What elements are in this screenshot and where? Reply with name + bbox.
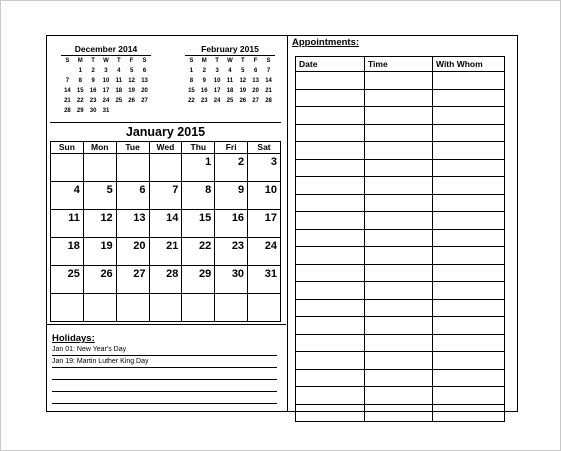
day-cell — [138, 106, 151, 116]
appointment-cell[interactable] — [296, 159, 365, 177]
day-cell: 18 — [115, 88, 123, 94]
appointment-row — [296, 387, 505, 405]
holiday-entry — [52, 380, 277, 392]
calendar-panel — [47, 36, 288, 411]
appointment-cell[interactable] — [296, 212, 365, 230]
day-cell: 10 — [213, 78, 221, 84]
day-cell: 26 — [239, 98, 247, 104]
weekday-row — [185, 56, 275, 66]
day-cell: 16 — [89, 88, 97, 94]
mini-calendar-grid — [185, 56, 275, 106]
appointment-cell[interactable] — [296, 369, 365, 387]
day-cell: 23 — [200, 98, 208, 104]
holiday-list — [47, 344, 286, 404]
appointment-row — [296, 142, 505, 160]
day-cell: 3 — [248, 154, 281, 182]
appointment-cell[interactable] — [296, 404, 365, 422]
day-cell: 14 — [265, 78, 272, 84]
day-cell: 17 — [248, 210, 281, 238]
day-cell: 4 — [228, 68, 232, 74]
appointment-row — [296, 229, 505, 247]
day-cell: 28 — [64, 108, 71, 114]
day-cell: 6 — [253, 68, 258, 74]
day-cell: 8 — [182, 182, 215, 210]
appointment-cell[interactable] — [365, 194, 433, 212]
day-cell: 24 — [102, 98, 110, 104]
weekday-label: F — [253, 58, 258, 64]
week-row — [185, 86, 275, 96]
appointment-cell[interactable] — [365, 72, 433, 90]
week-row — [61, 76, 151, 86]
day-cell: 18 — [51, 238, 84, 266]
day-cell — [248, 294, 281, 322]
day-cell: 7 — [149, 182, 182, 210]
appointment-cell[interactable] — [296, 334, 365, 352]
calendar-frame — [46, 35, 518, 412]
appointment-row — [296, 212, 505, 230]
week-row — [51, 266, 281, 294]
day-cell — [112, 106, 125, 116]
day-cell: 9 — [91, 78, 95, 84]
day-cell: 31 — [102, 108, 110, 114]
day-cell — [61, 66, 74, 76]
day-cell — [83, 154, 116, 182]
weekday-label: T — [91, 58, 95, 64]
day-cell: 11 — [51, 210, 84, 238]
appointment-cell[interactable] — [433, 107, 505, 125]
appointment-cell[interactable] — [365, 89, 433, 107]
appointment-cell[interactable] — [365, 334, 433, 352]
day-cell: 27 — [116, 266, 149, 294]
appointment-cell[interactable] — [365, 124, 433, 142]
day-cell: 1 — [78, 68, 82, 74]
appointment-cell[interactable] — [433, 404, 505, 422]
weekday-label: S — [189, 58, 194, 64]
day-cell: 4 — [117, 68, 121, 74]
column-header: With Whom — [433, 57, 505, 72]
holiday-entry — [52, 392, 277, 404]
day-cell: 29 — [76, 108, 84, 114]
day-cell — [51, 154, 84, 182]
day-cell: 8 — [189, 78, 194, 84]
week-row — [185, 66, 275, 76]
appointment-row — [296, 159, 505, 177]
appointment-cell[interactable] — [296, 387, 365, 405]
appointment-cell[interactable] — [365, 264, 433, 282]
weekday-header: Fri — [215, 142, 248, 154]
day-cell: 1 — [189, 68, 194, 74]
weekday-label: T — [240, 58, 245, 64]
appointment-row — [296, 72, 505, 90]
appointment-cell[interactable] — [296, 229, 365, 247]
week-row — [51, 182, 281, 210]
week-row — [51, 154, 281, 182]
day-cell — [116, 154, 149, 182]
appointment-cell[interactable] — [365, 387, 433, 405]
appointment-cell[interactable] — [433, 159, 505, 177]
weekday-header: Wed — [149, 142, 182, 154]
appointment-cell[interactable] — [433, 352, 505, 370]
day-cell: 26 — [128, 98, 135, 104]
mini-calendar-grid — [61, 56, 151, 116]
main-calendar-title: January 2015 — [50, 122, 281, 141]
weekday-label: T — [116, 58, 121, 64]
day-cell: 8 — [78, 78, 82, 84]
appointment-cell[interactable] — [296, 194, 365, 212]
holidays-heading: Holidays: — [52, 333, 95, 344]
appointment-row — [296, 247, 505, 265]
week-row — [51, 238, 281, 266]
appointment-cell[interactable] — [433, 177, 505, 195]
weekday-header-row — [51, 142, 281, 154]
day-cell: 15 — [76, 88, 84, 94]
day-cell: 1 — [182, 154, 215, 182]
appointment-cell[interactable] — [433, 369, 505, 387]
day-cell: 17 — [102, 88, 110, 94]
appointment-cell[interactable] — [296, 317, 365, 335]
day-cell: 14 — [149, 210, 182, 238]
holiday-entry: Jan 01: New Year's Day — [52, 344, 277, 356]
day-cell: 13 — [252, 78, 259, 84]
day-cell: 9 — [215, 182, 248, 210]
appointment-row — [296, 369, 505, 387]
week-row — [61, 106, 151, 116]
weekday-label: W — [227, 58, 233, 64]
appointment-cell[interactable] — [365, 352, 433, 370]
appointment-cell[interactable] — [296, 89, 365, 107]
day-cell: 5 — [83, 182, 116, 210]
weekday-header: Mon — [83, 142, 116, 154]
day-cell: 7 — [266, 68, 271, 74]
appointment-cell[interactable] — [365, 212, 433, 230]
appointment-cell[interactable] — [296, 72, 365, 90]
mini-calendar-previous — [61, 44, 151, 116]
day-cell: 28 — [265, 98, 272, 104]
day-cell: 10 — [102, 78, 110, 84]
appointment-row — [296, 177, 505, 195]
day-cell: 10 — [248, 182, 281, 210]
day-cell: 21 — [149, 238, 182, 266]
day-cell: 26 — [83, 266, 116, 294]
day-cell: 21 — [265, 88, 272, 94]
day-cell — [182, 294, 215, 322]
day-cell: 12 — [239, 78, 247, 84]
appointment-cell[interactable] — [433, 317, 505, 335]
day-cell — [149, 154, 182, 182]
column-header: Time — [365, 57, 433, 72]
day-cell: 15 — [182, 210, 215, 238]
day-cell: 25 — [51, 266, 84, 294]
weekday-header: Sun — [51, 142, 84, 154]
day-cell: 30 — [215, 266, 248, 294]
weekday-label: S — [65, 58, 70, 64]
appointments-table — [295, 56, 505, 422]
day-cell: 16 — [200, 88, 208, 94]
day-cell: 3 — [104, 68, 108, 74]
day-cell: 22 — [182, 238, 215, 266]
appointment-cell[interactable] — [433, 72, 505, 90]
day-cell: 2 — [91, 68, 95, 74]
appointment-cell[interactable] — [365, 282, 433, 300]
week-row — [185, 96, 275, 106]
day-cell: 19 — [128, 88, 135, 94]
appointments-heading: Appointments: — [292, 37, 360, 48]
appointment-row — [296, 299, 505, 317]
appointment-cell[interactable] — [296, 282, 365, 300]
day-cell: 5 — [241, 68, 245, 74]
appointment-row — [296, 404, 505, 422]
day-cell: 3 — [215, 68, 219, 74]
appointment-cell[interactable] — [433, 264, 505, 282]
day-cell: 22 — [188, 98, 195, 104]
weekday-label: M — [77, 58, 83, 64]
day-cell: 27 — [141, 98, 148, 104]
day-cell — [215, 294, 248, 322]
appointment-cell[interactable] — [365, 299, 433, 317]
weekday-header: Sat — [248, 142, 281, 154]
weekday-row — [61, 56, 151, 66]
column-header: Date — [296, 57, 365, 72]
appointment-cell[interactable] — [433, 212, 505, 230]
appointment-cell[interactable] — [433, 142, 505, 160]
appointment-cell[interactable] — [365, 159, 433, 177]
appointment-cell[interactable] — [296, 352, 365, 370]
weekday-label: W — [103, 58, 109, 64]
week-row — [61, 66, 151, 76]
appointment-cell[interactable] — [296, 124, 365, 142]
appointment-row — [296, 264, 505, 282]
day-cell: 21 — [64, 98, 71, 104]
day-cell: 12 — [83, 210, 116, 238]
week-row — [51, 294, 281, 322]
appointment-cell[interactable] — [296, 177, 365, 195]
day-cell: 23 — [89, 98, 97, 104]
appointment-cell[interactable] — [296, 264, 365, 282]
day-cell: 11 — [226, 78, 234, 84]
appointment-cell[interactable] — [365, 229, 433, 247]
day-cell: 24 — [213, 98, 221, 104]
day-cell: 9 — [202, 78, 206, 84]
holiday-entry — [52, 368, 277, 380]
day-cell: 22 — [76, 98, 84, 104]
day-cell: 2 — [215, 154, 248, 182]
day-cell: 27 — [252, 98, 259, 104]
day-cell: 20 — [141, 88, 148, 94]
weekday-label: S — [142, 58, 147, 64]
main-calendar-grid — [50, 141, 281, 322]
day-cell: 7 — [65, 78, 70, 84]
appointment-cell[interactable] — [433, 334, 505, 352]
appointment-cell[interactable] — [433, 247, 505, 265]
day-cell: 19 — [83, 238, 116, 266]
day-cell: 23 — [215, 238, 248, 266]
weekday-header: Tue — [116, 142, 149, 154]
main-calendar — [50, 122, 281, 322]
day-cell: 31 — [248, 266, 281, 294]
day-cell: 25 — [115, 98, 123, 104]
mini-calendar-title: February 2015 — [201, 44, 259, 54]
week-row — [61, 96, 151, 106]
appointment-cell[interactable] — [365, 404, 433, 422]
holiday-entry: Jan 19: Martin Luther King Day — [52, 356, 277, 368]
day-cell: 17 — [213, 88, 221, 94]
appointment-cell[interactable] — [433, 194, 505, 212]
weekday-label: T — [215, 58, 219, 64]
day-cell: 5 — [129, 68, 134, 74]
day-cell — [51, 294, 84, 322]
appointment-cell[interactable] — [433, 387, 505, 405]
week-row — [61, 86, 151, 96]
day-cell: 15 — [188, 88, 195, 94]
appointment-cell[interactable] — [365, 369, 433, 387]
appointment-cell[interactable] — [296, 247, 365, 265]
mini-calendar-title: December 2014 — [74, 44, 138, 54]
appointment-cell[interactable] — [296, 299, 365, 317]
week-row — [185, 76, 275, 86]
appointments-panel — [288, 36, 517, 411]
holidays-section — [47, 324, 286, 404]
appointment-row — [296, 107, 505, 125]
appointment-cell[interactable] — [433, 89, 505, 107]
appointment-row — [296, 282, 505, 300]
day-cell: 14 — [64, 88, 71, 94]
day-cell: 6 — [116, 182, 149, 210]
day-cell: 12 — [128, 78, 135, 84]
appointment-row — [296, 317, 505, 335]
day-cell: 24 — [248, 238, 281, 266]
appointment-cell[interactable] — [365, 142, 433, 160]
appointment-cell[interactable] — [296, 142, 365, 160]
day-cell — [116, 294, 149, 322]
appointment-row — [296, 89, 505, 107]
weekday-label: M — [201, 58, 207, 64]
day-cell: 13 — [116, 210, 149, 238]
appointment-cell[interactable] — [433, 299, 505, 317]
day-cell: 30 — [89, 108, 97, 114]
week-row — [51, 210, 281, 238]
day-cell: 25 — [226, 98, 234, 104]
day-cell: 6 — [142, 68, 147, 74]
appointment-row — [296, 124, 505, 142]
day-cell: 16 — [215, 210, 248, 238]
day-cell: 2 — [202, 68, 206, 74]
appointment-cell[interactable] — [365, 177, 433, 195]
appointment-cell[interactable] — [433, 124, 505, 142]
appointment-cell[interactable] — [296, 107, 365, 125]
appointments-header-row — [296, 57, 505, 72]
day-cell — [125, 106, 138, 116]
day-cell — [83, 294, 116, 322]
weekday-label: S — [266, 58, 271, 64]
day-cell: 4 — [51, 182, 84, 210]
day-cell: 20 — [252, 88, 259, 94]
day-cell: 20 — [116, 238, 149, 266]
mini-calendar-next — [185, 44, 275, 106]
day-cell: 18 — [226, 88, 234, 94]
day-cell: 28 — [149, 266, 182, 294]
appointment-cell[interactable] — [433, 229, 505, 247]
day-cell — [149, 294, 182, 322]
weekday-header: Thu — [182, 142, 215, 154]
day-cell: 19 — [239, 88, 247, 94]
appointment-row — [296, 352, 505, 370]
appointment-cell[interactable] — [433, 282, 505, 300]
day-cell: 29 — [182, 266, 215, 294]
appointment-cell[interactable] — [365, 247, 433, 265]
appointment-row — [296, 194, 505, 212]
day-cell: 13 — [141, 78, 148, 84]
weekday-label: F — [129, 58, 134, 64]
appointment-row — [296, 334, 505, 352]
day-cell: 11 — [115, 78, 122, 84]
appointment-cell[interactable] — [365, 317, 433, 335]
appointment-cell[interactable] — [365, 107, 433, 125]
